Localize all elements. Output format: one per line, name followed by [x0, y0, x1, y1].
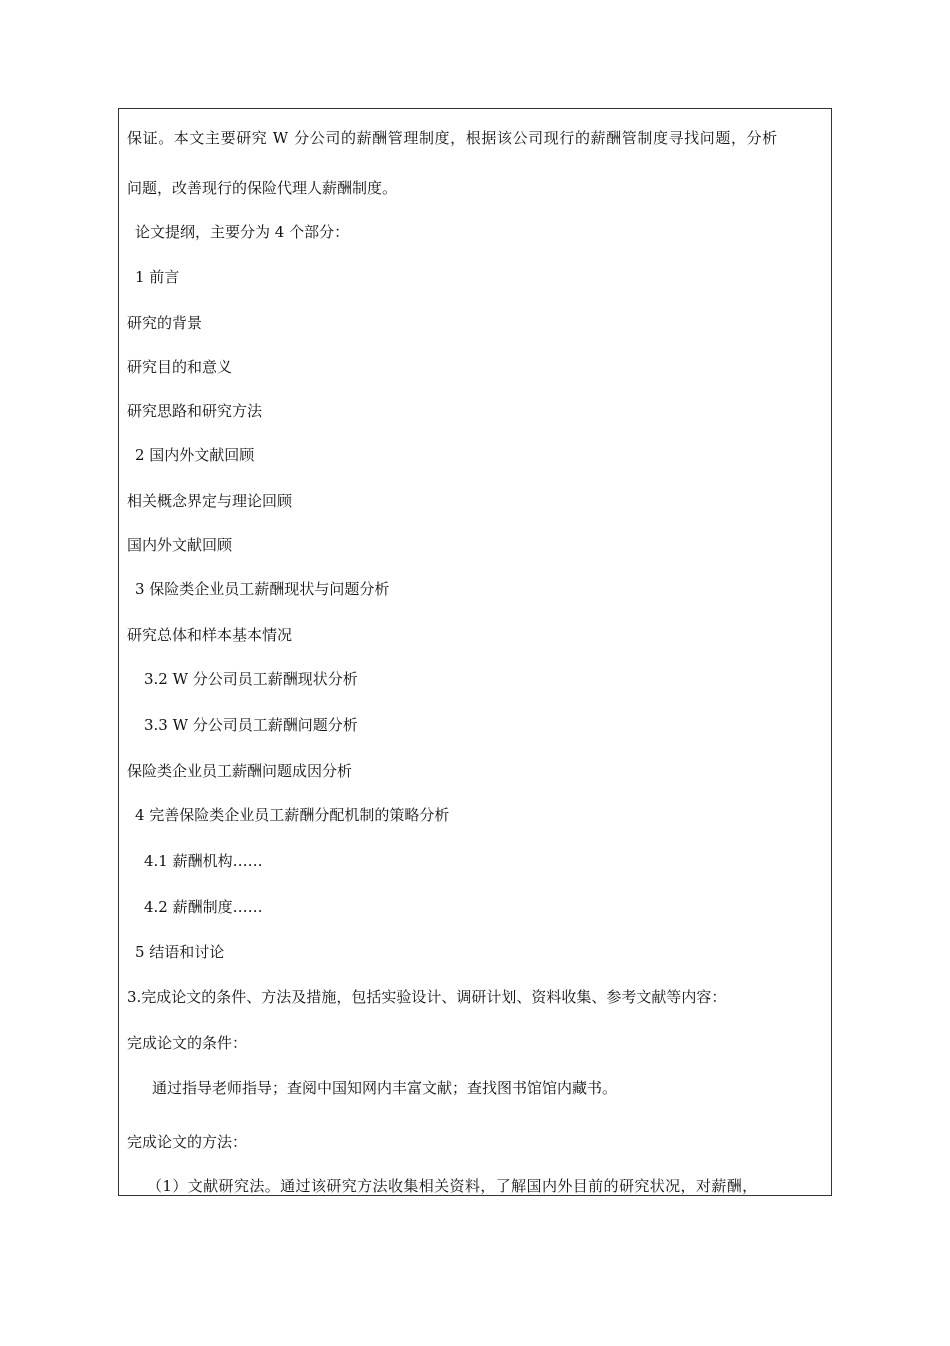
section-heading: 4 完善保险类企业员工薪酬分配机制的策略分析	[135, 806, 450, 824]
text-line: 保证。本文主要研究 W 分公司的薪酬管理制度，根据该公司现行的薪酬管制度寻找问题，分析	[127, 129, 778, 147]
text-line: 问题，改善现行的保险代理人薪酬制度。	[127, 179, 398, 197]
section-heading: 1 前言	[135, 268, 180, 286]
text-line: 3.完成论文的条件、方法及措施，包括实验设计、调研计划、资料收集、参考文献等内容：	[127, 988, 727, 1006]
text-line: 研究总体和样本基本情况	[127, 626, 293, 644]
text-line: 国内外文献回顾	[127, 536, 233, 554]
text-line: 3.2 W 分公司员工薪酬现状分析	[144, 670, 358, 688]
text-line: 通过指导老师指导；查阅中国知网内丰富文献；查找图书馆馆内藏书。	[152, 1079, 618, 1097]
text-line: 4.1 薪酬机构……	[144, 852, 263, 870]
text-line: 保险类企业员工薪酬问题成因分析	[127, 762, 353, 780]
text-line: 完成论文的条件：	[127, 1034, 248, 1052]
text-line: 完成论文的方法：	[127, 1133, 248, 1151]
text-line: 研究思路和研究方法	[127, 402, 263, 420]
text-line: 论文提纲，主要分为 4 个部分：	[135, 223, 350, 241]
text-line: 3.3 W 分公司员工薪酬问题分析	[144, 716, 358, 734]
section-heading: 3 保险类企业员工薪酬现状与问题分析	[135, 580, 390, 598]
text-line: 研究的背景	[127, 314, 203, 332]
section-heading: 2 国内外文献回顾	[135, 446, 255, 464]
text-line: 4.2 薪酬制度……	[144, 898, 263, 916]
text-line: 研究目的和意义	[127, 358, 233, 376]
section-heading: 5 结语和讨论	[135, 943, 225, 961]
text-line: 相关概念界定与理论回顾	[127, 492, 293, 510]
text-line: （1）文献研究法。通过该研究方法收集相关资料，了解国内外目前的研究状况，对薪酬，	[147, 1177, 758, 1195]
